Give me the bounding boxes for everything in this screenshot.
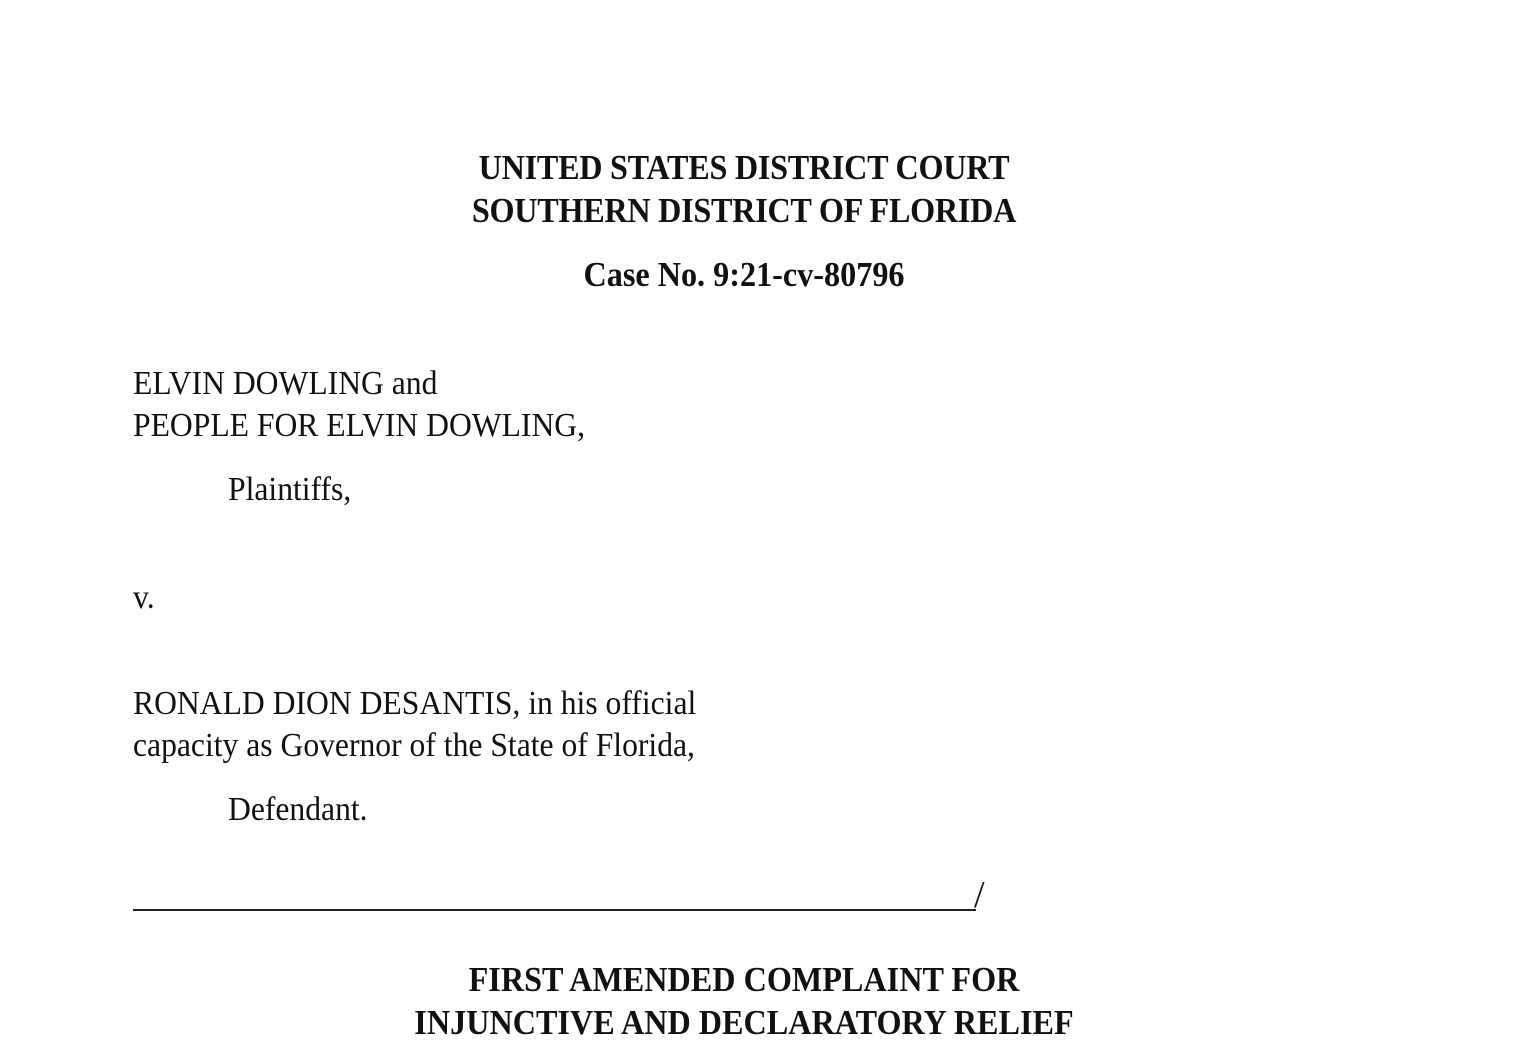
plaintiff-name-line-2: PEOPLE FOR ELVIN DOWLING, bbox=[133, 407, 586, 444]
plaintiffs-role-label: Plaintiffs, bbox=[228, 471, 352, 508]
plaintiff-name-line-1: ELVIN DOWLING and bbox=[133, 365, 438, 402]
defendant-role-label: Defendant. bbox=[228, 791, 368, 828]
caption-divider-slash: / bbox=[974, 874, 985, 916]
court-name-line-1: UNITED STATES DISTRICT COURT bbox=[478, 148, 1010, 187]
court-name-line-2: SOUTHERN DISTRICT OF FLORIDA bbox=[471, 191, 1017, 230]
case-number: Case No. 9:21-cv-80796 bbox=[583, 255, 905, 294]
caption-divider-rule bbox=[133, 909, 976, 911]
versus-marker: v. bbox=[133, 579, 155, 616]
defendant-name-line-1: RONALD DION DESANTIS, in his official bbox=[133, 685, 697, 722]
document-title-line-1: FIRST AMENDED COMPLAINT FOR bbox=[468, 960, 1020, 999]
defendant-name-line-2: capacity as Governor of the State of Florida, bbox=[133, 727, 695, 764]
document-title-line-2: INJUNCTIVE AND DECLARATORY RELIEF bbox=[414, 1003, 1074, 1042]
